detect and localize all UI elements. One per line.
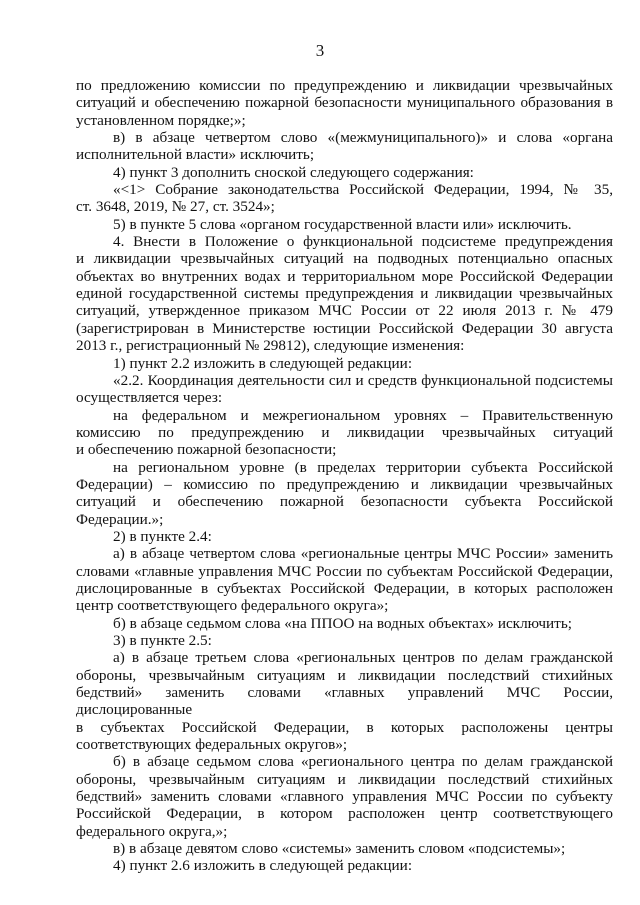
paragraph xyxy=(76,233,613,354)
paragraph xyxy=(76,840,613,857)
text-line: словами «главные управления МЧС России по субъектам Российской Федерации, xyxy=(76,562,613,580)
paragraph xyxy=(76,181,613,216)
text-line: в субъектах Российской Федерации, в которых расположены центры xyxy=(76,718,613,736)
text-line: (зарегистрирован в Министерстве юстиции Российской Федерации 30 августа xyxy=(76,319,613,337)
text-line: Российской Федерации, в котором расположен центр соответствующего xyxy=(76,805,613,823)
paragraph xyxy=(76,857,613,874)
text-line: б) в абзаце седьмом слова «на ППОО на водных объектах» исключить; xyxy=(113,614,572,632)
text-line: 5) в пункте 5 слова «органом государственной власти или» исключить. xyxy=(113,215,572,233)
paragraph xyxy=(76,77,613,129)
text-line: б) в абзаце седьмом слова «регионального центра по делам гражданской xyxy=(113,753,613,771)
text-line: объектах во внутренних водах и территориальном море Российской Федерации xyxy=(76,267,613,285)
text-line: «<1> Собрание законодательства Российской Федерации, 1994, № 35, xyxy=(113,181,613,199)
text-line: а) в абзаце третьем слова «региональных центров по делам гражданской xyxy=(113,649,613,667)
text-line: «2.2. Координация деятельности сил и средств функциональной подсистемы xyxy=(113,371,613,389)
paragraph xyxy=(76,459,613,528)
text-line: а) в абзаце четвертом слова «региональные центры МЧС России» заменить xyxy=(113,545,613,563)
text-line: 2) в пункте 2.4: xyxy=(113,527,212,545)
paragraph xyxy=(76,615,613,632)
text-line: бедствий» заменить словами «главных управлений МЧС России, дислоцированные xyxy=(76,684,613,719)
text-line: комиссию по предупреждению и ликвидации чрезвычайных ситуаций xyxy=(76,423,613,441)
text-line: 4. Внести в Положение о функциональной подсистеме предупреждения xyxy=(113,233,613,251)
text-line: 2013 г., регистрационный № 29812), следующие изменения: xyxy=(76,337,465,355)
text-line: ст. 3648, 2019, № 27, ст. 3524»; xyxy=(76,198,275,216)
text-line: дислоцированные в субъектах Российской Федерации, в которых расположен xyxy=(76,579,613,597)
paragraph xyxy=(76,129,613,164)
paragraph xyxy=(76,649,613,753)
text-line: на федеральном и межрегиональном уровнях – Правительственную xyxy=(113,406,613,424)
paragraph xyxy=(76,545,613,614)
text-line: обороны, чрезвычайным ситуациям и ликвидации последствий стихийных xyxy=(76,666,613,684)
text-line: на региональном уровне (в пределах территории субъекта Российской xyxy=(113,458,613,476)
paragraph xyxy=(76,372,613,407)
text-line: обороны, чрезвычайным ситуациям и ликвидации последствий стихийных xyxy=(76,770,613,788)
paragraph xyxy=(76,753,613,840)
text-line: установленном порядке;»; xyxy=(76,111,246,129)
paragraph xyxy=(76,632,613,649)
text-line: соответствующих федеральных округов»; xyxy=(76,736,348,754)
paragraph xyxy=(76,407,613,459)
text-line: осуществляется через: xyxy=(76,389,223,407)
text-line: Федерации.»; xyxy=(76,510,164,528)
text-line: центр соответствующего федерального округа»; xyxy=(76,597,389,615)
text-line: ситуаций и обеспечению пожарной безопасности субъекта Российской xyxy=(76,493,613,511)
text-line: и обеспечению пожарной безопасности; xyxy=(76,441,337,459)
text-line: единой государственной системы предупреждения и ликвидации чрезвычайных xyxy=(76,285,613,303)
text-line: по предложению комиссии по предупреждению и ликвидации чрезвычайных xyxy=(76,77,613,94)
text-line: в) в абзаце четвертом слово «(межмуниципального)» и слова «органа xyxy=(113,129,613,147)
text-line: 1) пункт 2.2 изложить в следующей редакции: xyxy=(113,354,413,372)
paragraph xyxy=(76,528,613,545)
page-number: 3 xyxy=(315,41,325,60)
text-line: бедствий» заменить словами «главного управления МЧС России по субъекту xyxy=(76,788,613,806)
paragraph xyxy=(76,164,613,181)
paragraph xyxy=(76,355,613,372)
text-line: 4) пункт 3 дополнить сноской следующего содержания: xyxy=(113,163,474,181)
paragraph xyxy=(76,216,613,233)
text-line: 3) в пункте 2.5: xyxy=(113,632,212,649)
text-line: ситуаций, утвержденное приказом МЧС России от 22 июля 2013 г. № 479 xyxy=(76,302,613,320)
text-line: и ликвидации чрезвычайных ситуаций на подводных потенциально опасных xyxy=(76,250,613,268)
text-line: исполнительной власти» исключить; xyxy=(76,146,315,164)
text-line: федерального округа,»; xyxy=(76,822,228,840)
text-line: Федерации) – комиссию по предупреждению и ликвидации чрезвычайных xyxy=(76,475,613,493)
text-line: в) в абзаце девятом слово «системы» заменить словом «подсистемы»; xyxy=(113,840,566,858)
text-line: ситуаций и обеспечению пожарной безопасности муниципального образования в xyxy=(76,94,613,112)
document-body xyxy=(76,77,613,875)
text-line: 4) пункт 2.6 изложить в следующей редакции: xyxy=(113,857,413,875)
